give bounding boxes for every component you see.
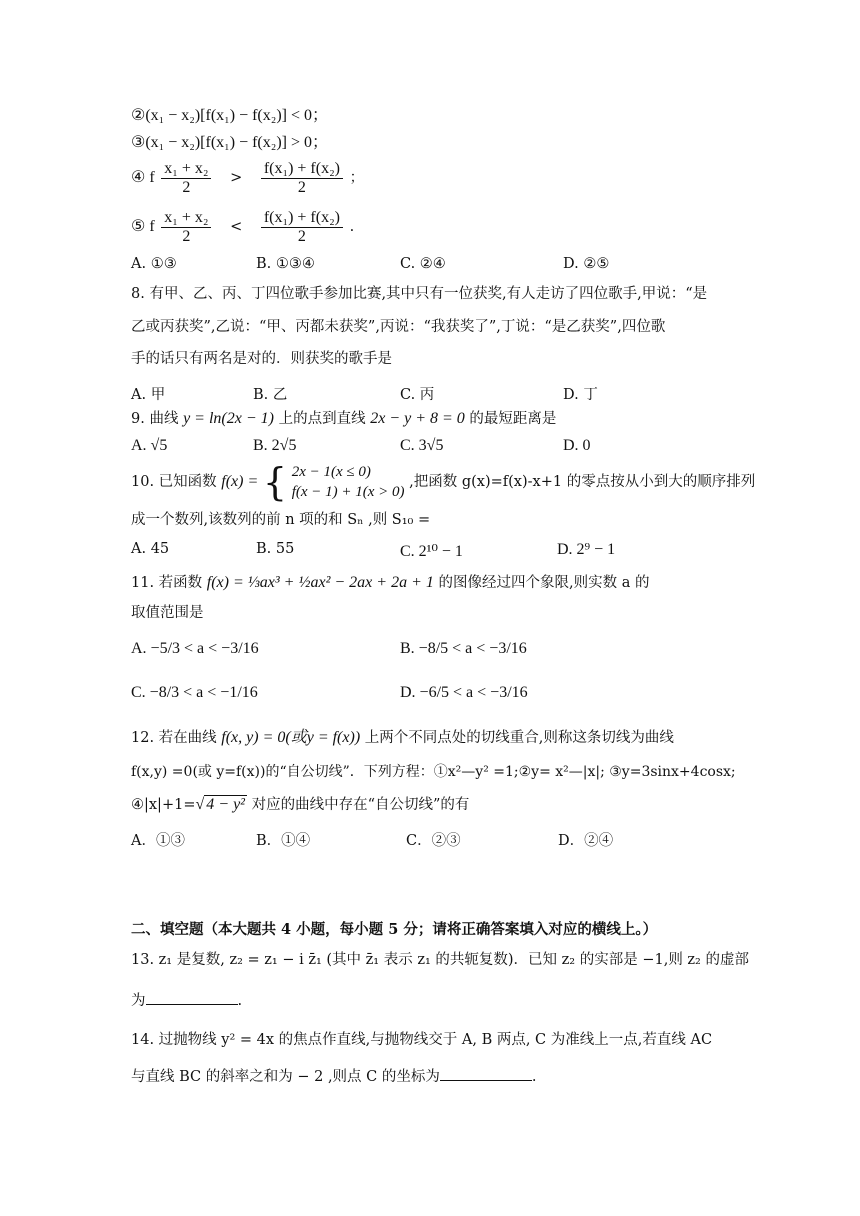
item4-rhs-fraction <box>261 160 343 197</box>
q11-stem <box>131 566 649 600</box>
q9-option-b[interactable]: B. 2√5 <box>253 437 297 454</box>
q7-item-4 <box>131 158 364 198</box>
q12-line-3: ④|x|+1=√ 4 − y² 对应的曲线中存在“自公切线”的有 <box>131 796 470 813</box>
q7-option-b[interactable]: B. ①③④ <box>256 256 315 272</box>
q11-prefix: 11. 若函数 <box>131 575 203 591</box>
item5-rhs-denominator: 2 <box>297 227 306 245</box>
q10-option-b[interactable]: B. 55 <box>256 541 295 557</box>
q9-stem <box>131 409 556 429</box>
q10-cases <box>292 462 405 502</box>
q13-line-1: 13. z₁ 是复数, z₂ = z₁ − i z̄₁ (其中 z̄₁ 表示 z₁ 的共轭复数)．已知 z₂ 的实部是 −1,则 z₂ 的虚部 <box>131 952 749 968</box>
item5-operator: < <box>230 219 243 235</box>
section-2-heading: 二、填空题（本大题共 4 小题，每小题 5 分；请将正确答案填入对应的横线上。） <box>131 921 658 938</box>
q10-case-2: f(x − 1) + 1(x > 0) <box>291 484 405 500</box>
q13-answer-blank[interactable] <box>146 990 238 1005</box>
q7-option-c[interactable]: C. ②④ <box>400 256 446 272</box>
q8-line-3: 手的话只有两名是对的．则获奖的歌手是 <box>131 351 392 367</box>
q10-case-1: 2x − 1(x ≤ 0) <box>291 464 371 480</box>
q11-suffix: 的图像经过四个象限,则实数 a 的 <box>438 575 650 591</box>
q10-function-name: f(x) = <box>221 473 259 490</box>
q10-suffix: ,把函数 g(x)=f(x)-x+1 的零点按从小到大的顺序排列 <box>409 474 756 490</box>
item4-operator: > <box>230 170 243 186</box>
item5-prefix: ⑤ f <box>131 218 155 235</box>
q7-option-a[interactable]: A. ①③ <box>131 256 177 272</box>
q12-suffix: 上两个不同点处的切线重合,则称这条切线为曲线 <box>364 730 674 746</box>
q11-option-c[interactable]: C. −8/3 < a < −1/16 <box>131 684 258 701</box>
q10-option-d[interactable]: D. 2⁹ − 1 <box>557 541 616 558</box>
q12-option-b[interactable]: B．①④ <box>256 833 311 849</box>
item4-lhs-numerator: x₁ + x₂ <box>161 160 211 179</box>
q12-line3-prefix: ④|x|+1= <box>131 797 196 813</box>
item4-prefix: ④ f <box>131 169 155 186</box>
q12-equation: f(x, y) = 0(或y = f(x)) <box>221 729 361 746</box>
q7-item-2: ②(x₁ − x₂)[f(x₁) − f(x₂)] < 0； <box>131 107 329 124</box>
q14-line-1: 14. 过抛物线 y² = 4x 的焦点作直线,与抛物线交于 A, B 两点, C 为准线上一点,若直线 AC <box>131 1032 713 1048</box>
q9-option-a[interactable]: A. √5 <box>131 437 168 454</box>
q14-line-2 <box>131 1066 536 1087</box>
item4-lhs-fraction <box>161 160 211 197</box>
item5-end: . <box>349 219 355 235</box>
item4-rhs-denominator: 2 <box>297 178 306 196</box>
q12-option-d[interactable]: D．②④ <box>558 833 614 849</box>
q12-option-c[interactable]: C．②③ <box>406 833 461 849</box>
item5-lhs-numerator: x₁ + x₂ <box>161 209 211 228</box>
q14-line2-text: 与直线 BC 的斜率之和为 − 2 ,则点 C 的坐标为 <box>131 1069 440 1085</box>
q11-option-a[interactable]: A. −5/3 < a < −3/16 <box>131 640 259 657</box>
q9-line: 2x − y + 8 = 0 <box>370 410 465 427</box>
q12-option-a[interactable]: A．①③ <box>131 833 185 849</box>
q14-period: . <box>531 1069 537 1085</box>
item4-end: ； <box>349 170 365 186</box>
q10-prefix: 10. 已知函数 <box>131 474 217 490</box>
q10-option-c[interactable]: C. 2¹⁰ − 1 <box>400 543 463 560</box>
q8-line-2: 乙或丙获奖”,乙说：“甲、丙都未获奖”,丙说：“我获奖了”,丁说：“是乙获奖”,四位歌 <box>131 319 666 335</box>
q12-line-2: f(x,y) =0(或 y=f(x))的“自公切线”．下列方程：①x²—y² =1;②y= x²—|x|; ③y=3sinx+4cosx; <box>131 764 736 780</box>
q14-answer-blank[interactable] <box>440 1066 532 1081</box>
q7-item-5 <box>131 207 354 247</box>
q9-suffix: 的最短距离是 <box>469 411 557 427</box>
q8-option-a[interactable]: A. 甲 <box>131 387 166 403</box>
q12-sqrt-expression: 4 − y² <box>206 796 245 813</box>
q10-option-a[interactable]: A. 45 <box>131 541 170 557</box>
q11-option-d[interactable]: D. −6/5 < a < −3/16 <box>400 684 528 701</box>
q12-stem <box>131 728 674 748</box>
item4-lhs-denominator: 2 <box>182 178 191 196</box>
q13-line-2: 为 . <box>131 990 242 1011</box>
q10-stem <box>131 460 755 504</box>
q8-option-c[interactable]: C. 丙 <box>400 387 435 403</box>
q10-line-2: 成一个数列,该数列的前 n 项的和 Sₙ ,则 S₁₀ = <box>131 512 431 528</box>
q9-option-d[interactable]: D. 0 <box>563 437 591 454</box>
q9-prefix: 9. 曲线 <box>131 411 179 427</box>
item5-rhs-fraction <box>261 209 343 246</box>
q13-line2-text: 为 <box>131 993 146 1009</box>
item5-lhs-fraction <box>161 209 211 246</box>
item5-rhs-numerator: f(x₁) + f(x₂) <box>261 209 343 228</box>
q7-item-3: ③(x₁ − x₂)[f(x₁) − f(x₂)] > 0； <box>131 134 329 151</box>
q12-line3-suffix: 对应的曲线中存在“自公切线”的有 <box>251 797 470 813</box>
q8-line-1: 8. 有甲、乙、丙、丁四位歌手参加比赛,其中只有一位获奖,有人走访了四位歌手,甲说：“是 <box>131 286 708 302</box>
q11-line-2: 取值范围是 <box>131 605 204 621</box>
item4-rhs-numerator: f(x₁) + f(x₂) <box>261 160 343 179</box>
q9-curve: y = ln(2x − 1) <box>183 410 274 427</box>
q10-brace: { <box>262 460 288 504</box>
q8-option-d[interactable]: D. 丁 <box>563 387 598 403</box>
q12-prefix: 12. 若在曲线 <box>131 730 217 746</box>
q11-option-b[interactable]: B. −8/5 < a < −3/16 <box>400 640 527 657</box>
q7-option-d[interactable]: D. ②⑤ <box>563 256 610 272</box>
q11-function: f(x) = ⅓ax³ + ½ax² − 2ax + 2a + 1 <box>206 574 434 591</box>
q8-option-b[interactable]: B. 乙 <box>253 387 288 403</box>
q9-mid: 上的点到直线 <box>278 411 366 427</box>
q9-option-c[interactable]: C. 3√5 <box>400 437 444 454</box>
item5-lhs-denominator: 2 <box>182 227 191 245</box>
